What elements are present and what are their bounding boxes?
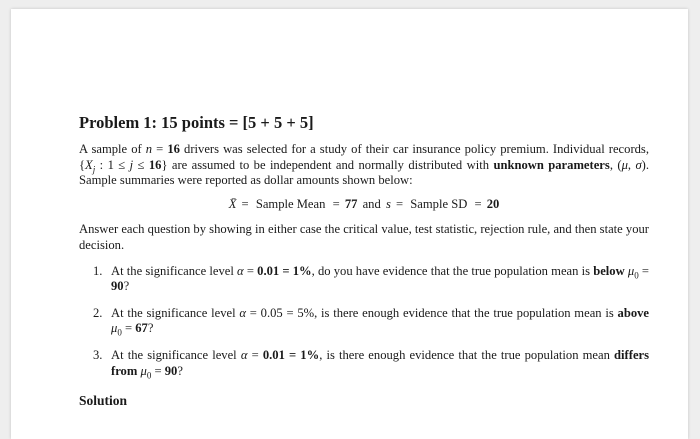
question-text: =: [246, 305, 261, 320]
question-text: , is there enough evidence that the true population mean: [319, 347, 615, 362]
mu-symbol: μ: [621, 157, 628, 172]
equals-sign: =: [474, 196, 482, 211]
sample-sd-value: 20: [486, 196, 500, 211]
intro-text: , (: [609, 157, 622, 172]
question-text: =: [638, 263, 649, 278]
hypothesized-mean: 90: [164, 363, 178, 378]
question-list: [79, 264, 649, 380]
question-text: =: [243, 263, 258, 278]
intro-text: : 1 ≤: [95, 157, 130, 172]
question-text: =: [151, 363, 165, 378]
and-text: and: [362, 196, 381, 211]
equals-sign: =: [332, 196, 340, 211]
question-text: At the significance level: [111, 263, 238, 278]
question-text: =: [121, 321, 136, 336]
instructions: Answer each question by showing in either case the critical value, test statistic, rejection rule, and then state your decision.: [79, 222, 649, 252]
mu-symbol: μ: [111, 321, 118, 336]
alpha-symbol: α: [239, 305, 246, 320]
significance-level: 0.01 = 1%: [257, 263, 312, 278]
upper-bound-value: 16: [148, 157, 162, 172]
solution-heading: Solution: [79, 393, 128, 409]
problem-intro: [79, 142, 649, 189]
problem-title: Problem 1: 15 points = [5 + 5 + 5]: [79, 113, 314, 132]
intro-text: =: [152, 142, 168, 156]
mu-symbol: μ: [140, 363, 147, 378]
summary-equation: [79, 197, 649, 213]
alpha-symbol: α: [240, 347, 248, 362]
question-number: 2.: [93, 305, 103, 320]
sample-sd-label: Sample SD: [410, 196, 468, 211]
n-variable: n: [145, 142, 153, 156]
direction-keyword: below: [593, 263, 625, 278]
question-text: At the significance level: [111, 347, 241, 362]
mu-subscript: 0: [634, 270, 639, 281]
sigma-symbol: σ: [635, 157, 642, 172]
s-symbol: s: [385, 196, 391, 211]
question-text: , do you have evidence that the true population mean is: [311, 263, 594, 278]
intro-text: } are assumed to be independent and normally distributed with: [161, 157, 494, 172]
intro-text: A sample of: [79, 142, 146, 156]
problem-content: [79, 113, 649, 409]
hypothesized-mean: 90: [111, 279, 124, 294]
question-text: ?: [177, 363, 183, 378]
mu-subscript: 0: [146, 370, 152, 381]
question-item: [79, 306, 649, 337]
question-text: , is there enough evidence that the true population mean is: [314, 305, 618, 320]
question-text: ?: [147, 321, 154, 336]
question-text: =: [247, 347, 263, 362]
x-bar-symbol: X̄: [228, 196, 237, 211]
question-item: [79, 264, 649, 295]
intro-text: ). Sample summaries were reported as dollar amounts shown below:: [79, 157, 650, 188]
direction-keyword: differs from: [111, 347, 650, 378]
significance-level: 0.05 = 5%: [260, 305, 315, 320]
question-text: ?: [123, 279, 130, 294]
document-page: [11, 9, 688, 439]
j-subscript: j: [92, 164, 96, 175]
sample-size-value: 16: [167, 142, 180, 156]
question-item: [79, 348, 649, 379]
hypothesized-mean: 67: [135, 321, 148, 336]
intro-text: ≤: [133, 157, 149, 172]
equals-sign: =: [396, 196, 404, 211]
alpha-symbol: α: [237, 263, 244, 278]
equals-sign: =: [241, 196, 249, 211]
direction-keyword: above: [617, 305, 650, 320]
question-number: 1.: [93, 263, 103, 278]
x-variable: X: [85, 157, 93, 172]
intro-text: drivers was selected for a study of their car insurance policy premium. Individual records, {: [79, 142, 649, 172]
question-text: At the significance level: [111, 305, 240, 320]
mu-symbol: μ: [627, 263, 635, 278]
unknown-parameters-text: unknown parameters: [493, 157, 610, 172]
j-variable: j: [129, 157, 134, 172]
question-number: 3.: [93, 347, 103, 362]
intro-text: ,: [627, 157, 636, 172]
sample-mean-value: 77: [344, 196, 358, 211]
mu-subscript: 0: [117, 327, 122, 338]
sample-mean-label: Sample Mean: [255, 196, 326, 211]
significance-level: 0.01 = 1%: [262, 347, 320, 362]
